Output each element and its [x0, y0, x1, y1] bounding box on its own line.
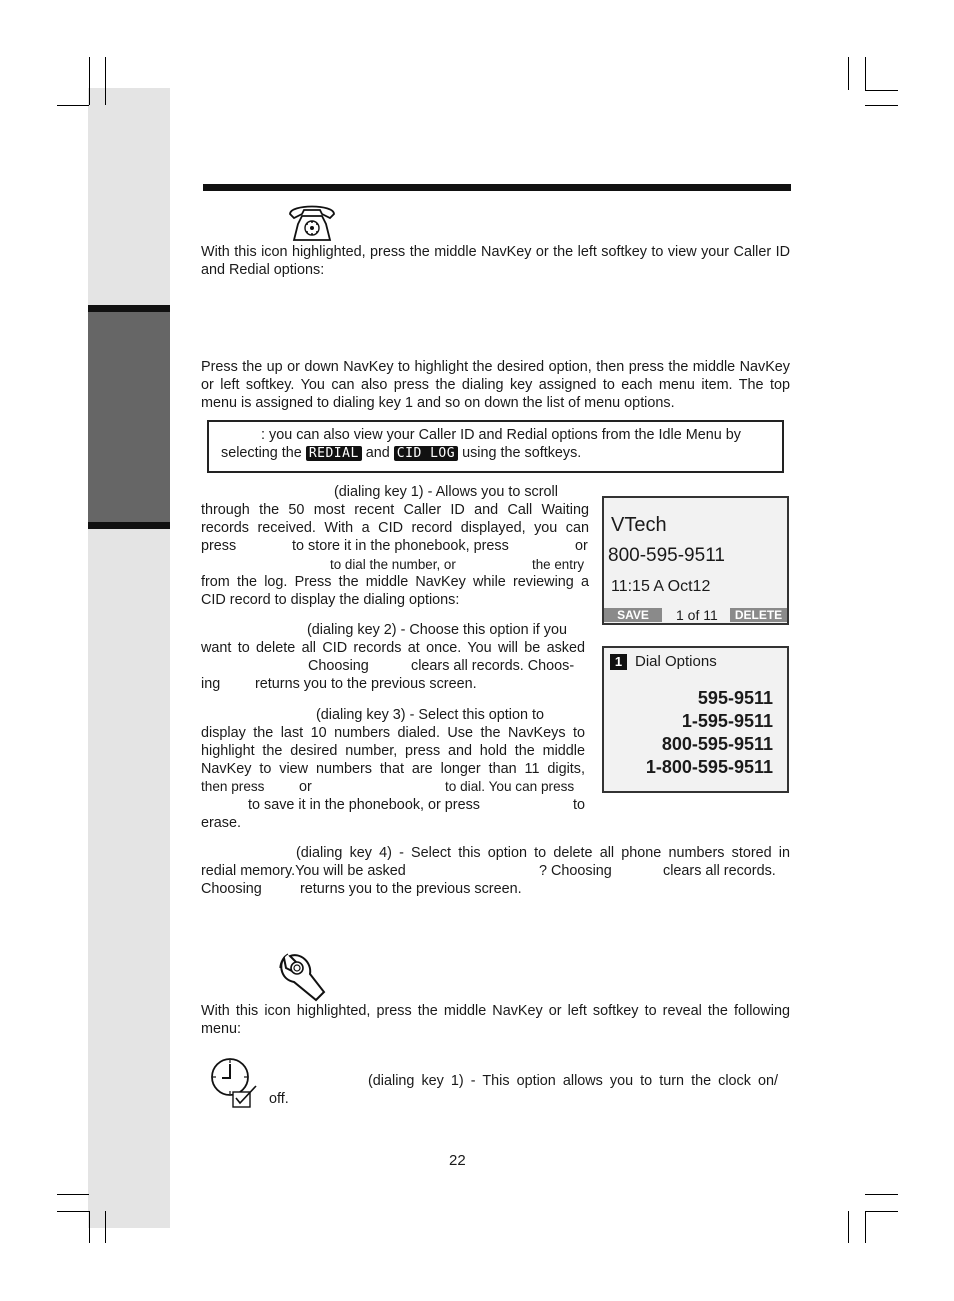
section-tab	[88, 305, 170, 529]
clock-option-text: (dialing key 1) - This option allows you to turn the clock on/	[368, 1073, 778, 1089]
redial-softkey-label: REDIAL	[306, 446, 362, 461]
note-text: : you can also view your Caller ID and Redial options from the Idle Menu by selecting the REDIAL and CID LOG using the softkeys.	[221, 427, 741, 461]
record-counter: 1 of 11	[676, 607, 718, 623]
section-rule	[203, 184, 791, 191]
settings-intro-text: With this icon highlighted, press the middle NavKey or left softkey to reveal the following menu:	[201, 1003, 790, 1037]
caller-name: VTech	[611, 514, 667, 536]
intro-text: With this icon highlighted, press the middle NavKey or the left softkey to view your Caller ID and Redial options:	[201, 244, 790, 278]
dial-option[interactable]: 800-595-9511	[661, 734, 773, 754]
telephone-icon	[286, 200, 338, 244]
dial-option[interactable]: 1-595-9511	[681, 711, 773, 731]
dial-option[interactable]: 595-9511	[697, 688, 773, 708]
dial-option[interactable]: 1-800-595-9511	[645, 757, 773, 777]
cid-record-screen	[602, 496, 789, 625]
save-softkey[interactable]: SAVE	[604, 608, 662, 622]
clock-icon	[210, 1056, 260, 1110]
caller-number: 800-595-9511	[608, 545, 725, 566]
call-time: 11:15 A Oct12	[611, 578, 711, 595]
page-number: 22	[449, 1152, 466, 1169]
menu-index-badge: 1	[610, 654, 627, 670]
margin-band	[88, 88, 170, 1228]
dial-options-title: Dial Options	[635, 653, 717, 670]
delete-softkey[interactable]: DELETE	[730, 608, 787, 622]
navigation-text: Press the up or down NavKey to highlight the desired option, then press the middle NavKey or left softkey. You can also press the dialing key assigned to each menu item. The top menu is assigned to dialing key 1 and so on down the list of menu options.	[201, 359, 790, 411]
wrench-settings-icon	[276, 946, 332, 1002]
clock-option-text-cont: off.	[269, 1091, 289, 1107]
dial-options-screen	[602, 646, 789, 793]
cid-log-softkey-label: CID LOG	[394, 446, 458, 461]
